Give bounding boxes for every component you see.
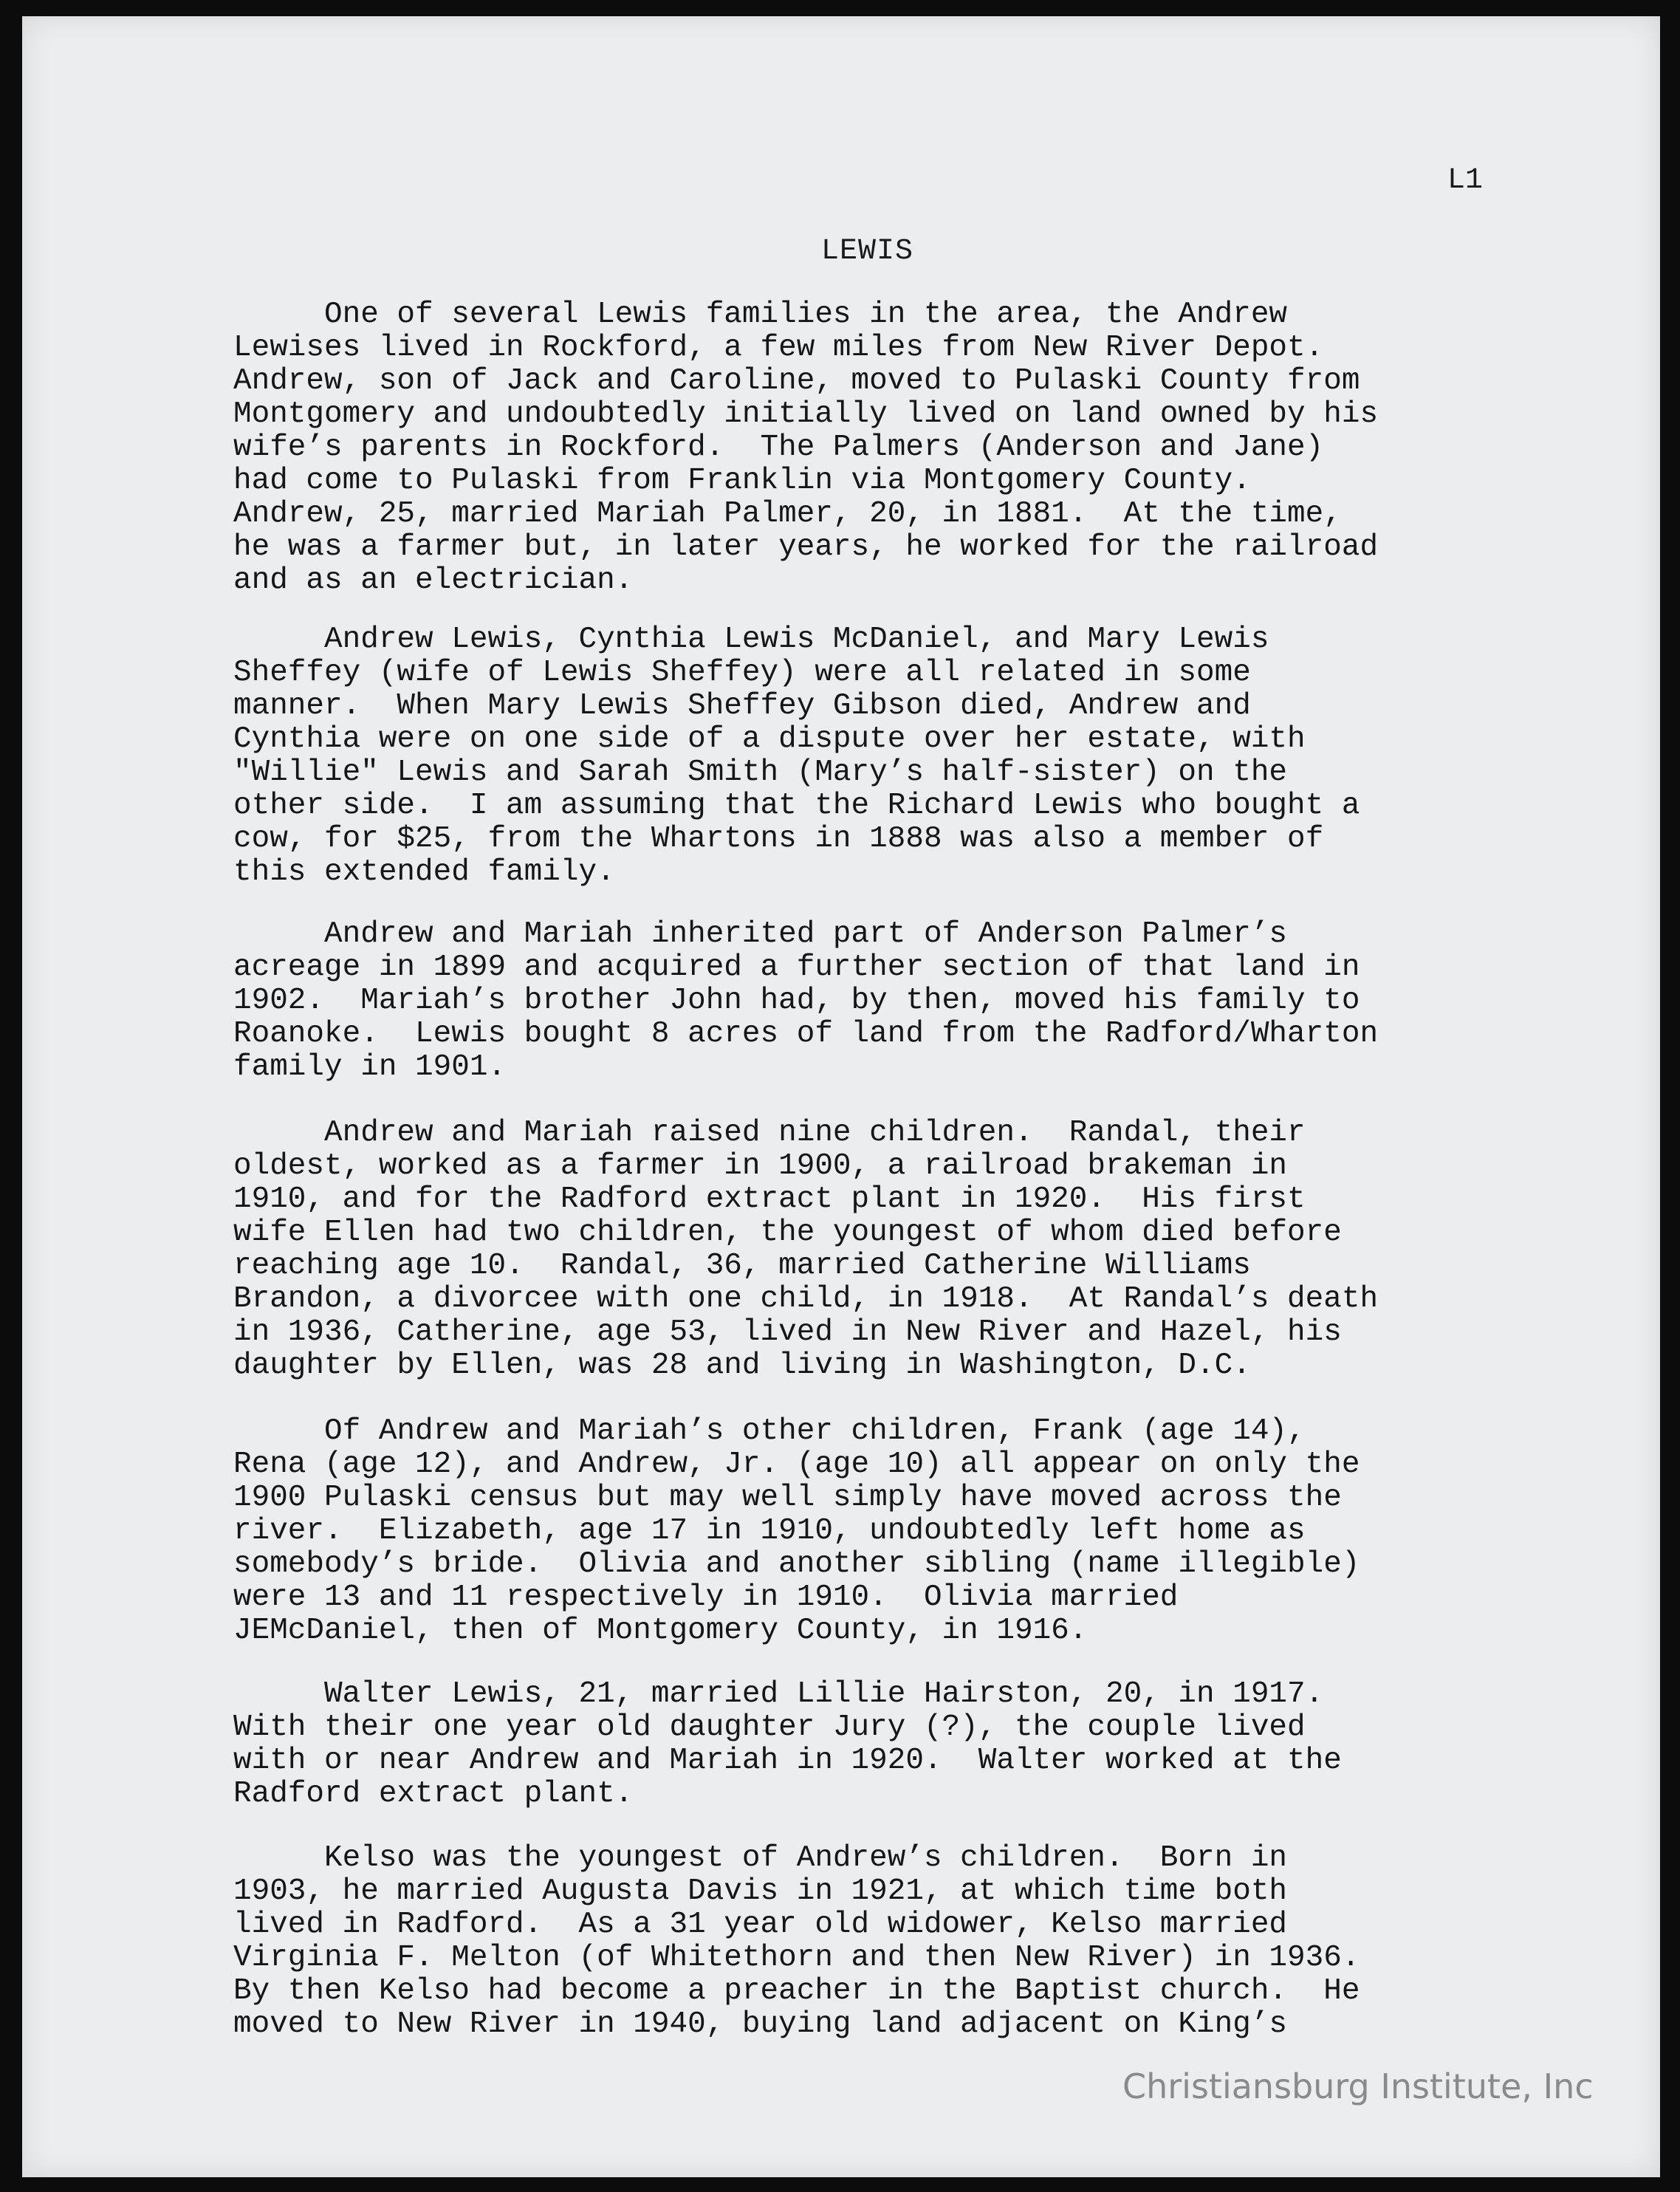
text-line: Virginia F. Melton (of Whitethorn and then New River) in 1936. <box>233 1941 1360 1975</box>
text-line: other side. I am assuming that the Richard Lewis who bought a <box>233 789 1360 823</box>
text-line: with or near Andrew and Mariah in 1920. Walter worked at the <box>233 1744 1342 1778</box>
paragraph-7 <box>233 1842 1489 2041</box>
text-line: With their one year old daughter Jury (?), the couple lived <box>233 1710 1306 1744</box>
text-line: moved to New River in 1940, buying land adjacent on King’s <box>233 2007 1288 2041</box>
text-line: cow, for $25, from the Whartons in 1888 was also a member of <box>233 822 1324 856</box>
page-title: LEWIS <box>821 235 914 268</box>
text-line: 1900 Pulaski census but may well simply have moved across the <box>233 1481 1342 1515</box>
watermark: Christiansburg Institute, Inc <box>1122 2066 1594 2106</box>
text-line: family in 1901. <box>233 1050 507 1084</box>
text-line: Lewises lived in Rockford, a few miles from New River Depot. <box>233 331 1324 365</box>
text-line: daughter by Ellen, was 28 and living in Washington, D.C. <box>233 1349 1251 1383</box>
text-line: he was a farmer but, in later years, he worked for the railroad <box>233 530 1379 564</box>
text-line: "Willie" Lewis and Sarah Smith (Mary’s half-sister) on the <box>233 756 1288 790</box>
text-line: Walter Lewis, 21, married Lillie Hairston, 20, in 1917. <box>233 1677 1324 1711</box>
text-line: Andrew and Mariah raised nine children. Randal, their <box>233 1116 1306 1150</box>
text-line: were 13 and 11 respectively in 1910. Olivia married <box>233 1580 1179 1614</box>
text-line: wife’s parents in Rockford. The Palmers (Anderson and Jane) <box>233 431 1324 465</box>
text-line: Rena (age 12), and Andrew, Jr. (age 10) all appear on only the <box>233 1448 1360 1482</box>
text-line: Cynthia were on one side of a dispute over her estate, with <box>233 722 1306 756</box>
text-line: river. Elizabeth, age 17 in 1910, undoubtedly left home as <box>233 1514 1306 1548</box>
text-line: 1902. Mariah’s brother John had, by then, moved his family to <box>233 984 1360 1018</box>
text-line: Andrew and Mariah inherited part of Anderson Palmer’s <box>233 917 1288 951</box>
text-line: in 1936, Catherine, age 53, lived in New River and Hazel, his <box>233 1315 1342 1349</box>
text-line: Andrew Lewis, Cynthia Lewis McDaniel, and Mary Lewis <box>233 623 1269 657</box>
paragraph-1 <box>233 298 1489 597</box>
text-line: this extended family. <box>233 855 615 889</box>
text-line: Andrew, son of Jack and Caroline, moved to Pulaski County from <box>233 364 1360 398</box>
text-line: Radford extract plant. <box>233 1777 634 1811</box>
text-line: reaching age 10. Randal, 36, married Catherine Williams <box>233 1249 1251 1283</box>
text-line: acreage in 1899 and acquired a further section of that land in <box>233 951 1360 984</box>
paragraph-2 <box>233 623 1489 889</box>
paragraph-3 <box>233 918 1489 1084</box>
paragraph-6 <box>233 1678 1489 1811</box>
text-line: By then Kelso had become a preacher in the Baptist church. He <box>233 1974 1360 2008</box>
text-line: wife Ellen had two children, the youngest of whom died before <box>233 1216 1342 1250</box>
paragraph-4 <box>233 1117 1489 1383</box>
text-line: JEMcDaniel, then of Montgomery County, in 1916. <box>233 1614 1088 1648</box>
text-line: Sheffey (wife of Lewis Sheffey) were all related in some <box>233 656 1251 690</box>
text-line: lived in Radford. As a 31 year old widower, Kelso married <box>233 1908 1288 1942</box>
page-number: L1 <box>1447 164 1484 197</box>
text-line: Brandon, a divorcee with one child, in 1918. At Randal’s death <box>233 1282 1379 1316</box>
text-line: 1903, he married Augusta Davis in 1921, at which time both <box>233 1874 1288 1908</box>
text-line: One of several Lewis families in the area, the Andrew <box>233 298 1288 332</box>
paragraph-5 <box>233 1415 1489 1648</box>
text-line: Roanoke. Lewis bought 8 acres of land from the Radford/Wharton <box>233 1017 1379 1051</box>
text-line: manner. When Mary Lewis Sheffey Gibson died, Andrew and <box>233 689 1251 723</box>
text-line: oldest, worked as a farmer in 1900, a railroad brakeman in <box>233 1149 1288 1183</box>
text-line: Of Andrew and Mariah’s other children, Frank (age 14), <box>233 1414 1306 1448</box>
text-line: Montgomery and undoubtedly initially lived on land owned by his <box>233 397 1379 431</box>
text-line: had come to Pulaski from Franklin via Montgomery County. <box>233 464 1251 498</box>
text-line: somebody’s bride. Olivia and another sibling (name illegible) <box>233 1547 1360 1581</box>
text-line: and as an electrician. <box>233 564 634 597</box>
text-line: Andrew, 25, married Mariah Palmer, 20, in 1881. At the time, <box>233 497 1342 531</box>
text-line: Kelso was the youngest of Andrew’s children. Born in <box>233 1841 1288 1875</box>
text-line: 1910, and for the Radford extract plant in 1920. His first <box>233 1182 1306 1216</box>
